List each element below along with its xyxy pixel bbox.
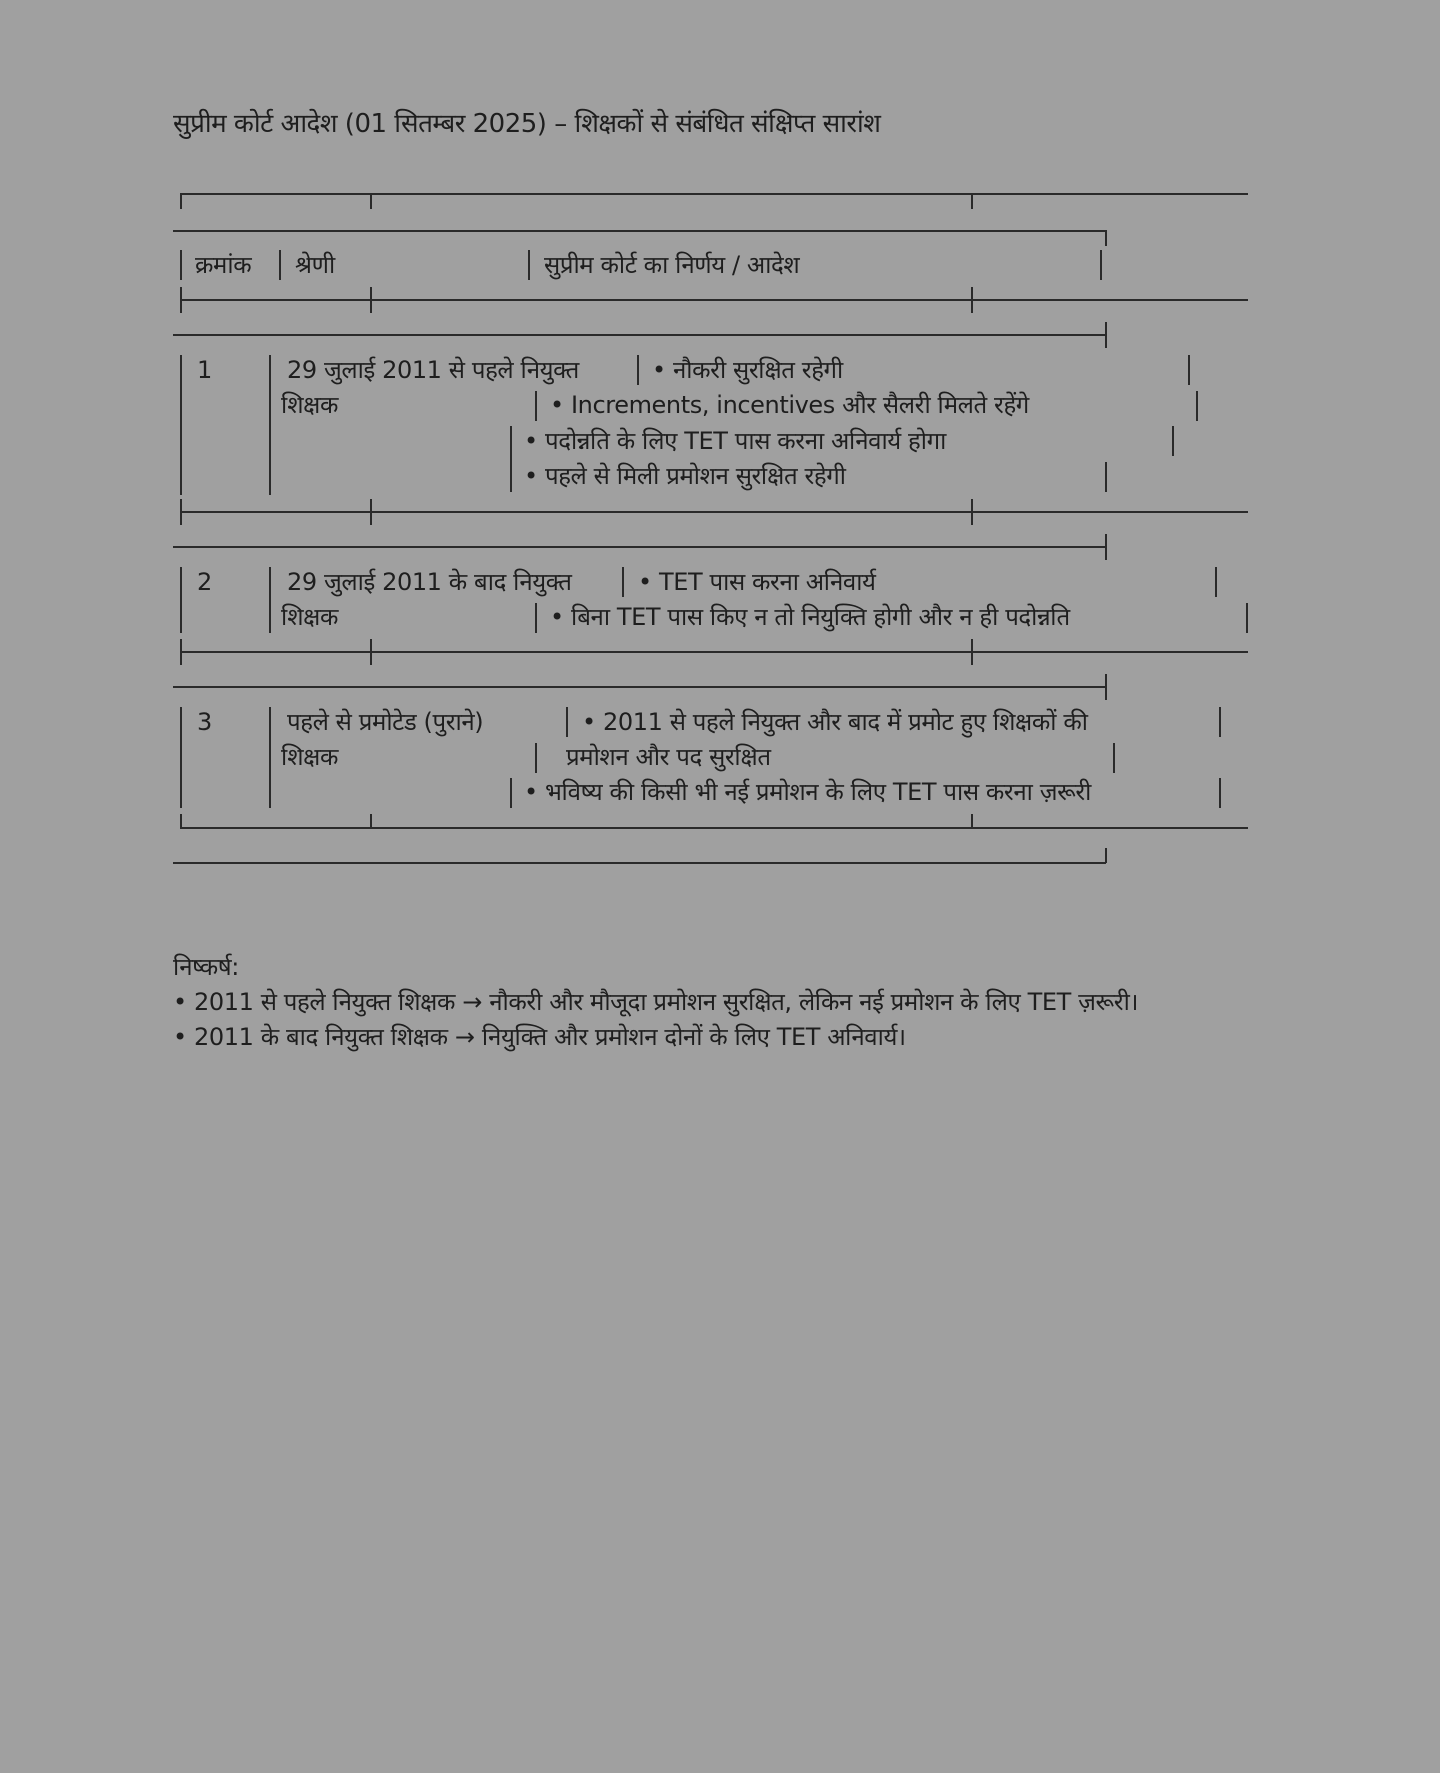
row3-serial: 3 [197,708,212,736]
header-decision: सुप्रीम कोर्ट का निर्णय / आदेश [544,251,800,279]
conclusion-item: • 2011 से पहले नियुक्त शिक्षक → नौकरी और मौजूदा प्रमोशन सुरक्षित, लेकिन नई प्रमोशन के लिए TET ज़रूरी। [173,988,1139,1016]
table-cell-separator [510,426,512,492]
table-cell-separator [269,707,271,808]
conclusion-item: • 2011 के बाद नियुक्त शिक्षक → नियुक्ति और प्रमोशन दोनों के लिए TET अनिवार्य। [173,1023,906,1051]
table-border-line [180,299,1248,301]
row2-decision-point: • TET पास करना अनिवार्य [638,568,876,596]
table-cell-separator [566,707,568,737]
table-border-line [173,546,1106,548]
table-border-line [180,511,1248,513]
table-cell-separator [1100,250,1102,280]
table-junction-tick [370,499,372,525]
table-cell-separator [528,250,530,280]
table-junction-tick [180,287,182,313]
table-junction-tick [1105,322,1107,348]
table-cell-separator [180,567,182,633]
table-border-line [173,862,1106,864]
row1-decision-point: • पदोन्नति के लिए TET पास करना अनिवार्य होगा [524,427,946,455]
table-cell-separator [279,250,281,280]
table-junction-tick [971,287,973,313]
table-junction-tick [370,193,372,209]
table-cell-separator [1196,391,1198,421]
row3-category: पहले से प्रमोटेड (पुराने) [287,708,484,736]
table-junction-tick [971,639,973,665]
table-junction-tick [370,814,372,829]
table-cell-separator [510,778,512,808]
table-cell-separator [1188,355,1190,385]
row2-decision-point: • बिना TET पास किए न तो नियुक्ति होगी और न ही पदोन्नति [550,603,1070,631]
header-category: श्रेणी [295,251,335,279]
table-cell-separator [1113,743,1115,773]
table-border-line [173,230,1106,232]
conclusion-section [173,950,1253,1055]
page-title: सुप्रीम कोर्ट आदेश (01 सितम्बर 2025) – शिक्षकों से संबंधित संक्षिप्त सारांश [173,109,881,139]
row3-decision-point: • भविष्य की किसी भी नई प्रमोशन के लिए TET पास करना ज़रूरी [524,778,1091,806]
table-cell-separator [1215,567,1217,597]
conclusion-heading: निष्कर्ष: [173,953,239,981]
table-junction-tick [180,193,182,209]
table-cell-separator [180,355,182,495]
row2-serial: 2 [197,568,212,596]
table-border-line [180,193,1248,195]
table-cell-separator [1246,603,1248,633]
table-border-line [173,686,1106,688]
row1-decision-point: • पहले से मिली प्रमोशन सुरक्षित रहेगी [524,462,846,490]
table-border-line [173,334,1106,336]
table-junction-tick [370,287,372,313]
table-cell-separator [535,743,537,773]
table-cell-separator [180,250,182,280]
table-cell-separator [622,567,624,597]
row2-category: शिक्षक [281,603,338,631]
table-cell-separator [1105,462,1107,492]
table-junction-tick [1105,230,1107,246]
row3-category: शिक्षक [281,743,338,771]
header-serial: क्रमांक [195,251,252,279]
table-junction-tick [370,639,372,665]
row1-category: 29 जुलाई 2011 से पहले नियुक्त [287,356,579,384]
table-junction-tick [180,814,182,829]
row1-decision-point: • Increments, incentives और सैलरी मिलते रहेंगे [550,391,1029,419]
row2-category: 29 जुलाई 2011 के बाद नियुक्त [287,568,572,596]
table-junction-tick [1105,534,1107,560]
table-cell-separator [535,391,537,421]
table-border-line [180,651,1248,653]
table-cell-separator [269,567,271,633]
table-junction-tick [971,814,973,829]
table-cell-separator [1219,778,1221,808]
row1-serial: 1 [197,356,212,384]
row1-decision-point: • नौकरी सुरक्षित रहेगी [652,356,843,384]
table-cell-separator [180,707,182,808]
table-junction-tick [180,639,182,665]
table-junction-tick [971,193,973,209]
table-cell-separator [535,603,537,633]
table-cell-separator [1172,426,1174,456]
row3-decision-point: प्रमोशन और पद सुरक्षित [566,743,771,771]
table-junction-tick [1105,674,1107,700]
table-junction-tick [971,499,973,525]
row1-category: शिक्षक [281,391,338,419]
row3-decision-point: • 2011 से पहले नियुक्त और बाद में प्रमोट हुए शिक्षकों की [582,708,1088,736]
table-cell-separator [637,355,639,385]
table-junction-tick [1105,848,1107,863]
table-cell-separator [269,355,271,495]
table-border-line [180,827,1248,829]
table-junction-tick [180,499,182,525]
table-cell-separator [1219,707,1221,737]
